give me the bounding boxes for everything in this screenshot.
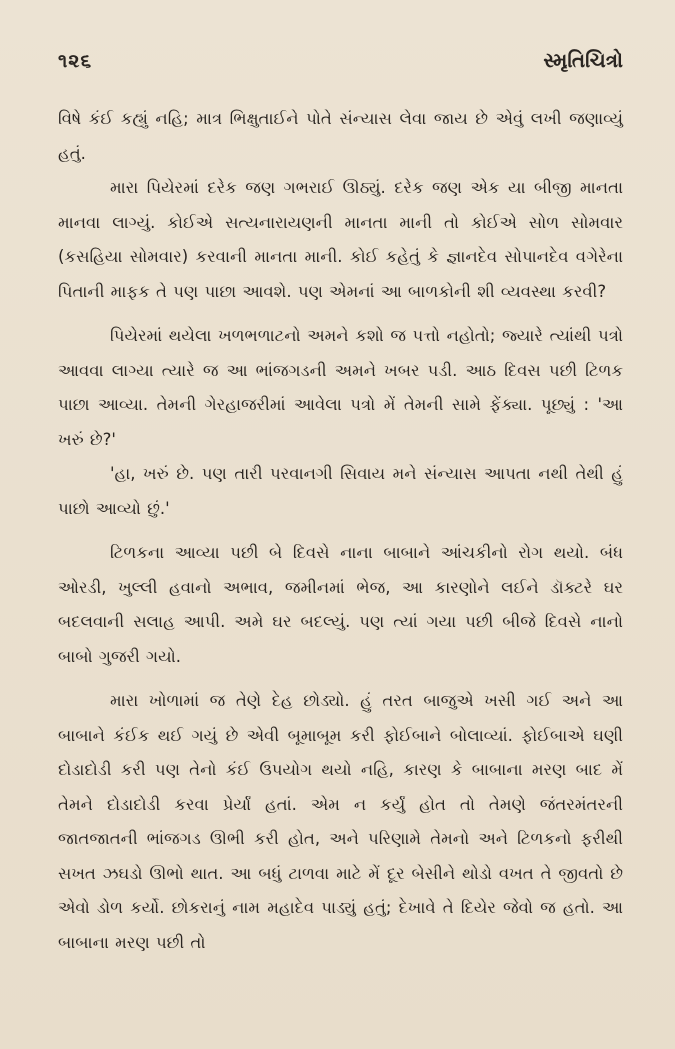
page-header <box>58 48 623 88</box>
paragraph-tilak-reply: 'હા, ખરું છે. પણ તારી પરવાનગી સિવાય મને સંન્યાસ આપતા નથી તેથી હું પાછો આવ્યો છું.' <box>58 464 623 518</box>
paragraph-baby-illness: ટિળકના આવ્યા પછી બે દિવસે નાના બાબાને આંચકીનો રોગ થયો. બંધ ઓરડી, ખુલ્લી હવાનો અભાવ, જમીનમાં ભેજ, આ કારણોને લઈને ડૉક્ટરે ઘર બદલવાની સલાહ આપી. અમે ઘર બદલ્યું. પણ ત્યાં ગયા પછી બીજે દિવસે નાનો બાબો ગુજરી ગયો. <box>58 543 623 666</box>
paragraph-family-vows: મારા પિયેરમાં દરેક જણ ગભરાઈ ઊઠ્યું. દરેક જણ એક યા બીજી માનતા માનવા લાગ્યું. કોઈએ સત્યનારાયણની માનતા માની તો કોઈએ સોળ સોમવાર (કસહિયા સોમવાર) કરવાની માનતા માની. કોઈ કહેતું કે જ્ઞાનદેવ સોપાનદેવ વગેરેના પિતાની માફક તે પણ પાછા આવશે. પણ એમનાં આ બાળકોની શી વ્યવસ્થા કરવી? <box>58 178 623 301</box>
page-number: ૧૨૬ <box>58 50 93 72</box>
paragraph-baby-death: મારા ખોળામાં જ તેણે દેહ છોડ્યો. હું તરત બાજુએ ખસી ગઈ અને આ બાબાને કંઈક થઈ ગયું છે એવી બૂમાબૂમ કરી ફોઈબાને બોલાવ્યાં. ફોઈબાએ ઘણી દોડાદોડી કરી પણ તેનો કંઈ ઉપયોગ થયો નહિ, કારણ કે બાબાના મરણ બાદ મેં તેમને દોડાદોડી કરવા પ્રેર્યાં હતાં. એમ ન કર્યું હોત તો તેમણે જંતરમંતરની જાતજાતની ભાંજગડ ઊભી કરી હોત, અને પરિણામે તેમનો અને ટિળકનો ફરીથી સખત ઝઘડો ઊભો થાત. આ બધું ટાળવા માટે મેં દૂર બેસીને થોડો વખત તે જીવતો છે એવો ડોળ કર્યો. છોકરાનું નામ મહાદેવ પાડ્યું હતું; દેખાવે તે દિયેર જેવો જ હતો. આ બાબાના મરણ પછી તો <box>58 691 623 952</box>
paragraph-letters-arrive: પિયેરમાં થયેલા ખળભળાટનો અમને કશો જ પત્તો નહોતો; જ્યારે ત્યાંથી પત્રો આવવા લાગ્યા ત્યારે જ આ ભાંજગડની અમને ખબર પડી. આઠ દિવસ પછી ટિળક પાછા આવ્યા. તેમની ગેરહાજરીમાં આવેલા પત્રો મેં તેમની સામે ફેંક્યા. પૂછ્યું : 'આ ખરું છે?' <box>58 326 623 449</box>
running-title: સ્મૃતિચિત્રો <box>543 48 623 72</box>
paragraph-continuation: વિષે કંઈ કહ્યું નહિ; માત્ર ભિક્ષુતાઈને પોતે સંન્યાસ લેવા જાય છે એવું લખી જણાવ્યું હતું. <box>58 109 623 163</box>
